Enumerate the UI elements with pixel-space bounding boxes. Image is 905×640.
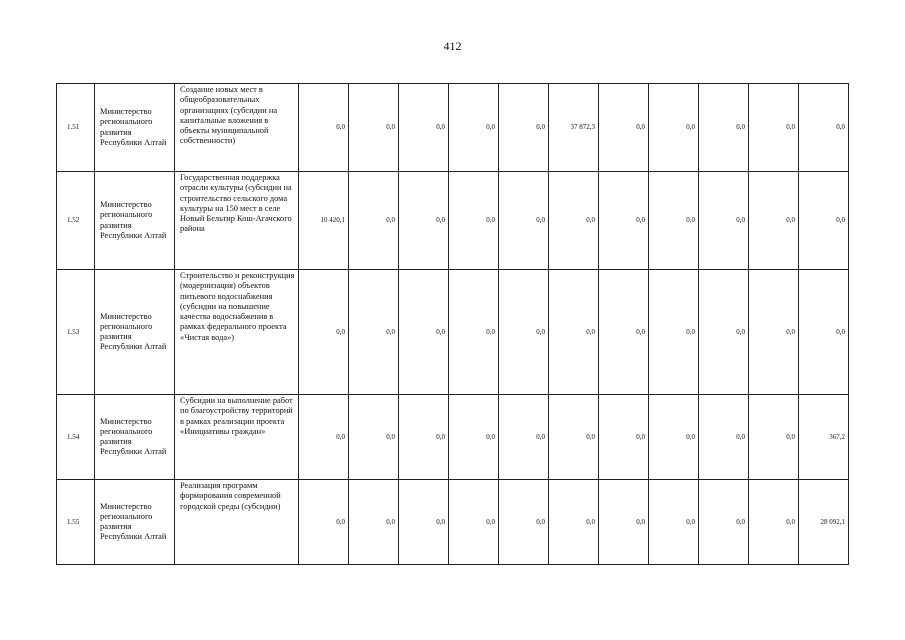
value-cell: 0,0 — [299, 270, 349, 395]
value-cell: 0,0 — [349, 480, 399, 565]
value-cell: 367,2 — [799, 395, 849, 480]
value-cell: 0,0 — [399, 270, 449, 395]
value-cell: 0,0 — [749, 84, 799, 172]
value-cell: 0,0 — [649, 84, 699, 172]
row-number-cell: 1.55 — [57, 480, 95, 565]
value-cell: 0,0 — [699, 172, 749, 270]
row-number-cell: 1.54 — [57, 395, 95, 480]
value-cell: 10 420,1 — [299, 172, 349, 270]
value-cell: 0,0 — [349, 84, 399, 172]
organization-cell: Министерство регионального развития Республики Алтай — [95, 480, 175, 565]
value-cell: 0,0 — [299, 480, 349, 565]
value-cell: 0,0 — [799, 270, 849, 395]
activity-name-cell: Создание новых мест в общеобразовательных организациях (субсидии на капитальные вложения в объекты муниципальной собственности) — [175, 84, 299, 172]
value-cell: 0,0 — [399, 480, 449, 565]
value-cell: 0,0 — [649, 480, 699, 565]
value-cell: 0,0 — [749, 172, 799, 270]
row-number-cell: 1.53 — [57, 270, 95, 395]
value-cell: 0,0 — [649, 395, 699, 480]
table-row — [57, 84, 849, 172]
value-cell: 0,0 — [599, 480, 649, 565]
value-cell: 0,0 — [349, 395, 399, 480]
table-row — [57, 480, 849, 565]
organization-cell: Министерство регионального развития Республики Алтай — [95, 172, 175, 270]
value-cell: 0,0 — [699, 84, 749, 172]
value-cell: 0,0 — [399, 395, 449, 480]
value-cell: 0,0 — [399, 84, 449, 172]
value-cell: 0,0 — [299, 395, 349, 480]
organization-cell: Министерство регионального развития Республики Алтай — [95, 395, 175, 480]
value-cell: 0,0 — [449, 270, 499, 395]
value-cell: 0,0 — [749, 480, 799, 565]
value-cell: 0,0 — [549, 172, 599, 270]
value-cell: 0,0 — [449, 84, 499, 172]
value-cell: 0,0 — [499, 84, 549, 172]
organization-cell: Министерство регионального развития Республики Алтай — [95, 84, 175, 172]
value-cell: 0,0 — [349, 172, 399, 270]
value-cell: 0,0 — [549, 270, 599, 395]
value-cell: 0,0 — [549, 480, 599, 565]
value-cell: 0,0 — [549, 395, 599, 480]
row-number-cell: 1.51 — [57, 84, 95, 172]
activity-name-cell: Субсидии на выполнение работ по благоустройству территорий в рамках реализации проекта «Инициативы граждан» — [175, 395, 299, 480]
value-cell: 0,0 — [499, 270, 549, 395]
value-cell: 0,0 — [799, 84, 849, 172]
value-cell: 0,0 — [449, 480, 499, 565]
value-cell: 0,0 — [599, 270, 649, 395]
activity-name-cell: Реализация программ формирования современной городской среды (субсидии) — [175, 480, 299, 565]
organization-cell: Министерство регионального развития Республики Алтай — [95, 270, 175, 395]
value-cell: 0,0 — [649, 270, 699, 395]
table-row — [57, 395, 849, 480]
value-cell: 0,0 — [799, 172, 849, 270]
activity-name-cell: Государственная поддержка отрасли культуры (субсидии на строительство сельского дома культуры на 150 мест в селе Новый Бельтир Кош-Агачского района — [175, 172, 299, 270]
value-cell: 0,0 — [599, 395, 649, 480]
value-cell: 0,0 — [749, 395, 799, 480]
value-cell: 0,0 — [699, 270, 749, 395]
value-cell: 37 872,3 — [549, 84, 599, 172]
table-row — [57, 172, 849, 270]
value-cell: 28 092,1 — [799, 480, 849, 565]
value-cell: 0,0 — [299, 84, 349, 172]
value-cell: 0,0 — [449, 395, 499, 480]
value-cell: 0,0 — [449, 172, 499, 270]
value-cell: 0,0 — [499, 480, 549, 565]
budget-table — [56, 83, 849, 565]
value-cell: 0,0 — [499, 395, 549, 480]
value-cell: 0,0 — [699, 395, 749, 480]
value-cell: 0,0 — [599, 172, 649, 270]
value-cell: 0,0 — [349, 270, 399, 395]
row-number-cell: 1.52 — [57, 172, 95, 270]
value-cell: 0,0 — [649, 172, 699, 270]
table-row — [57, 270, 849, 395]
value-cell: 0,0 — [599, 84, 649, 172]
page-number: 412 — [443, 39, 462, 53]
activity-name-cell: Строительство и реконструкция (модернизация) объектов питьевого водоснабжения (субсидии на повышение качества водоснабжения в рамках федерального проекта «Чистая вода») — [175, 270, 299, 395]
value-cell: 0,0 — [749, 270, 799, 395]
value-cell: 0,0 — [499, 172, 549, 270]
value-cell: 0,0 — [399, 172, 449, 270]
value-cell: 0,0 — [699, 480, 749, 565]
